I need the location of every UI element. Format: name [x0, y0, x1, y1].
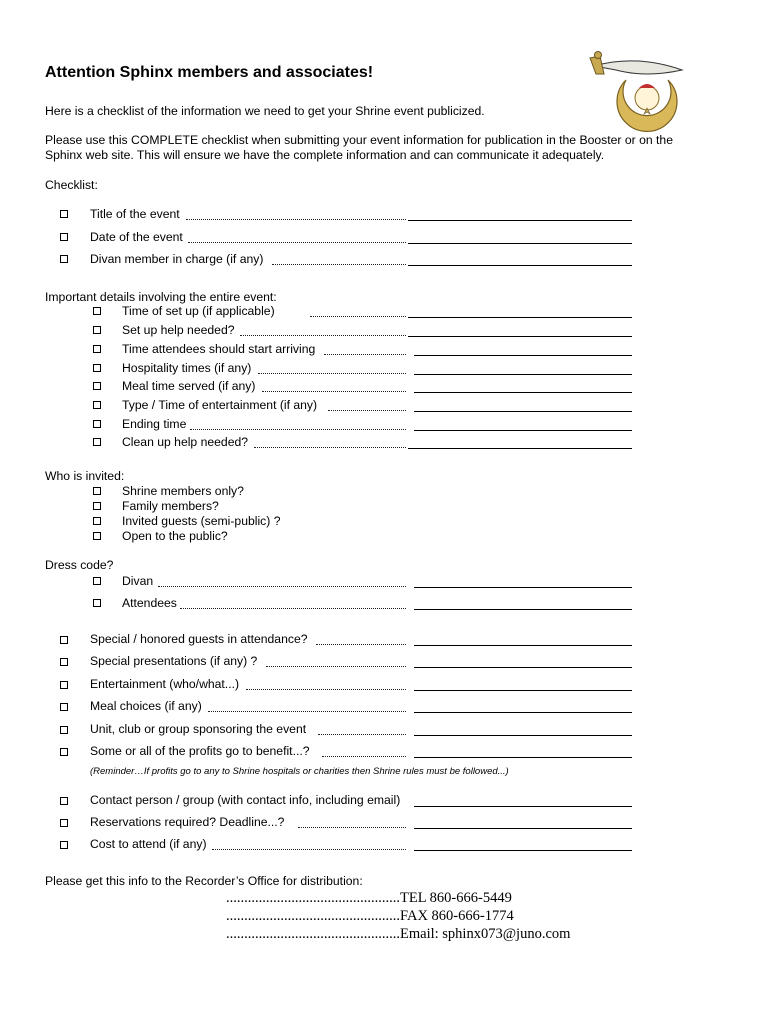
field-label-date: Date of the event — [90, 230, 183, 244]
checkbox[interactable] — [93, 364, 101, 372]
invited-option: Invited guests (semi-public) ? — [122, 514, 281, 528]
checkbox[interactable] — [93, 307, 101, 315]
field-label: Type / Time of entertainment (if any) — [122, 398, 318, 412]
dot-leader — [240, 335, 406, 336]
answer-line[interactable] — [414, 712, 632, 713]
contact-fax: ................................................FAX 860-666-1774 — [226, 908, 514, 924]
field-label: Clean up help needed? — [122, 435, 249, 449]
dot-leader — [310, 316, 406, 317]
invited-option: Open to the public? — [122, 529, 228, 543]
answer-line[interactable] — [414, 411, 632, 412]
dot-leader — [258, 373, 406, 374]
field-label: Cost to attend (if any) — [90, 837, 207, 851]
dot-leader — [322, 756, 406, 757]
field-label: Unit, club or group sponsoring the event — [90, 722, 307, 736]
checkbox[interactable] — [93, 599, 101, 607]
page-title: Attention Sphinx members and associates! — [45, 64, 374, 81]
answer-line[interactable] — [414, 645, 632, 646]
field-label: Time attendees should start arriving — [122, 342, 316, 356]
important-heading: Important details involving the entire event: — [45, 290, 277, 304]
dot-leader — [328, 410, 406, 411]
dot-leader — [324, 354, 406, 355]
dot-leader — [158, 586, 406, 587]
checkbox[interactable] — [93, 382, 101, 390]
answer-line[interactable] — [408, 317, 632, 318]
answer-line[interactable] — [414, 392, 632, 393]
checkbox[interactable] — [60, 681, 68, 689]
field-label: Time of set up (if applicable) — [122, 304, 275, 318]
answer-line-divan[interactable] — [408, 265, 632, 266]
checkbox[interactable] — [93, 577, 101, 585]
field-label-divan: Divan member in charge (if any) — [90, 252, 264, 266]
checkbox[interactable] — [93, 502, 101, 510]
dot-leader — [316, 644, 406, 645]
field-label: Set up help needed? — [122, 323, 235, 337]
checkbox-title[interactable] — [60, 210, 68, 218]
dot-leader — [208, 711, 406, 712]
checkbox[interactable] — [93, 326, 101, 334]
dot-leader — [188, 242, 406, 243]
contact-tel: ................................................TEL 860-666-5449 — [226, 890, 512, 906]
checkbox[interactable] — [93, 487, 101, 495]
field-label: Special / honored guests in attendance? — [90, 632, 308, 646]
checkbox[interactable] — [60, 726, 68, 734]
dot-leader — [186, 219, 406, 220]
answer-line[interactable] — [414, 690, 632, 691]
field-label: Entertainment (who/what...) — [90, 677, 240, 691]
answer-line[interactable] — [414, 806, 632, 807]
invited-heading: Who is invited: — [45, 469, 125, 483]
instructions-line-1: Please use this COMPLETE checklist when submitting your event information for publication in the Booster or on the — [45, 133, 673, 147]
shrine-emblem-icon — [586, 44, 696, 140]
invited-option: Shrine members only? — [122, 484, 244, 498]
answer-line[interactable] — [414, 374, 632, 375]
answer-line[interactable] — [414, 757, 632, 758]
answer-line[interactable] — [414, 587, 632, 588]
checkbox[interactable] — [60, 636, 68, 644]
checkbox[interactable] — [93, 532, 101, 540]
dot-leader — [266, 666, 406, 667]
field-label: Reservations required? Deadline...? — [90, 815, 285, 829]
answer-line[interactable] — [414, 609, 632, 610]
answer-line[interactable] — [414, 735, 632, 736]
checkbox[interactable] — [60, 658, 68, 666]
field-label: Divan — [122, 574, 154, 588]
dot-leader — [318, 734, 406, 735]
checkbox-date[interactable] — [60, 233, 68, 241]
answer-line[interactable] — [414, 430, 632, 431]
checkbox[interactable] — [60, 819, 68, 827]
field-label: Ending time — [122, 417, 187, 431]
answer-line[interactable] — [414, 850, 632, 851]
checkbox[interactable] — [60, 841, 68, 849]
checkbox[interactable] — [93, 420, 101, 428]
checklist-heading: Checklist: — [45, 178, 98, 192]
reminder-note: (Reminder…If profits go to any to Shrine hospitals or charities then Shrine rules must be followed...) — [90, 766, 509, 777]
dot-leader — [246, 689, 406, 690]
dress-heading: Dress code? — [45, 558, 114, 572]
checkbox[interactable] — [93, 438, 101, 446]
field-label: Meal time served (if any) — [122, 379, 256, 393]
answer-line[interactable] — [414, 828, 632, 829]
dot-leader — [254, 447, 406, 448]
checkbox-divan[interactable] — [60, 255, 68, 263]
field-label: Hospitality times (if any) — [122, 361, 252, 375]
footer-heading: Please get this info to the Recorder’s Office for distribution: — [45, 874, 363, 888]
answer-line-title[interactable] — [408, 220, 632, 221]
dot-leader — [262, 391, 406, 392]
field-label: Contact person / group (with contact info, including email) — [90, 793, 401, 807]
instructions-line-2: Sphinx web site. This will ensure we have the complete information and can communicate it adequately. — [45, 148, 605, 162]
field-label-title: Title of the event — [90, 207, 180, 221]
field-label: Attendees — [122, 596, 177, 610]
checkbox[interactable] — [60, 703, 68, 711]
invited-option: Family members? — [122, 499, 219, 513]
answer-line[interactable] — [414, 355, 632, 356]
intro-text: Here is a checklist of the information we need to get your Shrine event publicized. — [45, 104, 485, 118]
field-label: Special presentations (if any) ? — [90, 654, 258, 668]
dot-leader — [190, 429, 406, 430]
checkbox[interactable] — [60, 748, 68, 756]
answer-line-date[interactable] — [408, 243, 632, 244]
checkbox[interactable] — [60, 797, 68, 805]
answer-line[interactable] — [408, 448, 632, 449]
answer-line[interactable] — [408, 336, 632, 337]
dot-leader — [212, 849, 406, 850]
contact-email: ................................................Email: sphinx073@juno.com — [226, 926, 571, 942]
checkbox[interactable] — [93, 401, 101, 409]
field-label: Meal choices (if any) — [90, 699, 202, 713]
dot-leader — [298, 827, 406, 828]
dot-leader — [272, 264, 406, 265]
dot-leader — [180, 608, 406, 609]
answer-line[interactable] — [414, 667, 632, 668]
checkbox[interactable] — [93, 517, 101, 525]
field-label: Some or all of the profits go to benefit...? — [90, 744, 310, 758]
checkbox[interactable] — [93, 345, 101, 353]
